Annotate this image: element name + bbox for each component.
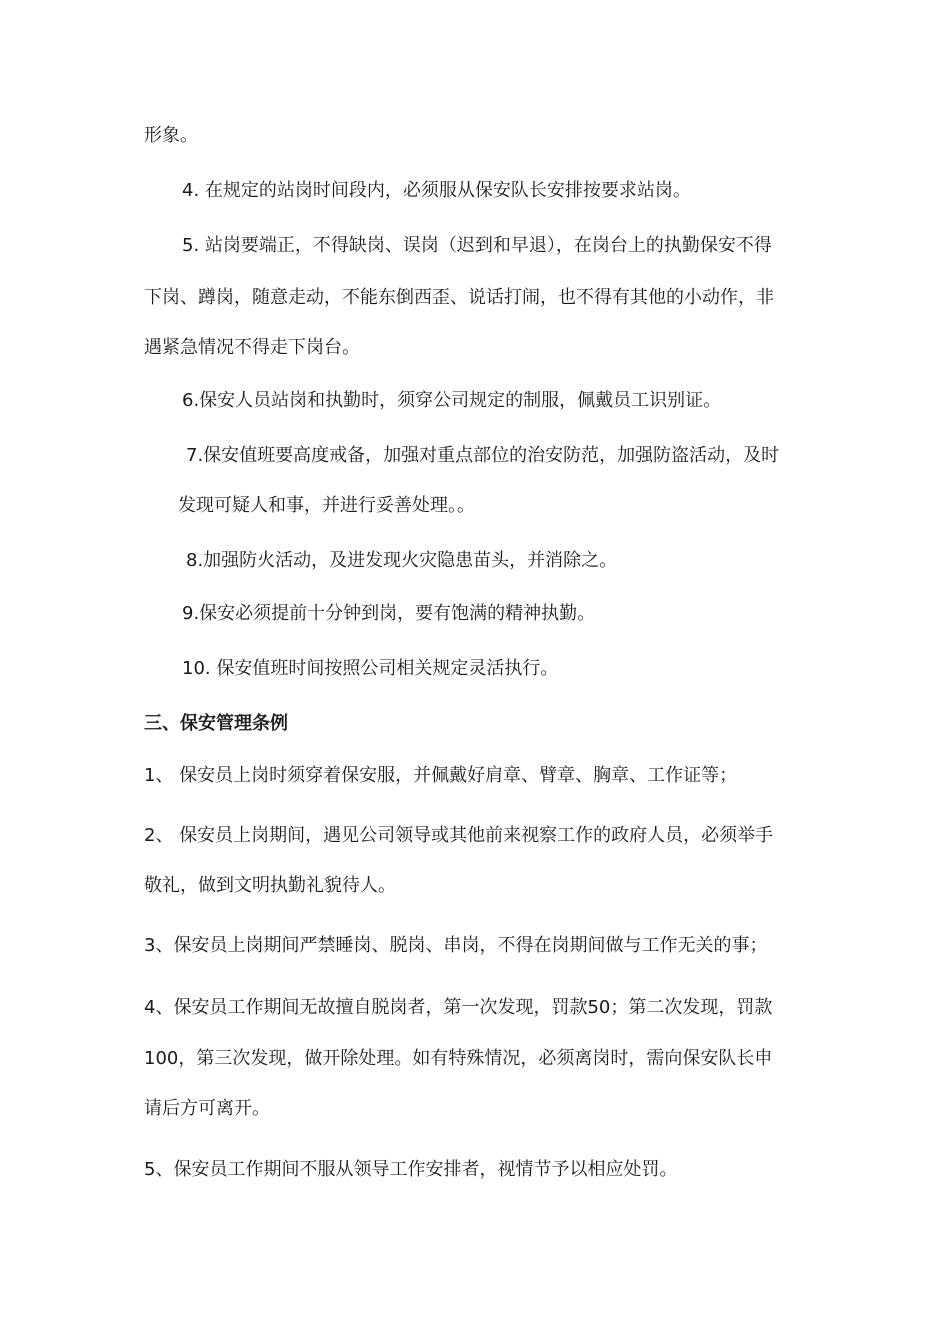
paragraph-line: 4. 在规定的站岗时间段内，必须服从保安队长安排按要求站岗。	[182, 180, 691, 201]
paragraph-line: 形象。	[144, 125, 198, 146]
paragraph-line: 10. 保安值班时间按照公司相关规定灵活执行。	[182, 658, 559, 679]
paragraph-line: 3、保安员上岗期间严禁睡岗、脱岗、串岗，不得在岗期间做与工作无关的事；	[144, 935, 768, 956]
paragraph-line: 6.保安人员站岗和执勤时，须穿公司规定的制服，佩戴员工识别证。	[182, 390, 722, 411]
paragraph-line: 100，第三次发现，做开除处理。如有特殊情况，必须离岗时，需向保安队长申	[144, 1048, 773, 1069]
section-heading: 三、保安管理条例	[144, 713, 288, 734]
paragraph-line: 9.保安必须提前十分钟到岗，要有饱满的精神执勤。	[182, 603, 596, 624]
paragraph-line: 请后方可离开。	[144, 1098, 270, 1119]
paragraph-line: 5. 站岗要端正，不得缺岗、误岗（迟到和早退），在岗台上的执勤保安不得	[182, 235, 772, 256]
paragraph-line: 5、保安员工作期间不服从领导工作安排者，视情节予以相应处罚。	[144, 1159, 678, 1180]
paragraph-line: 遇紧急情况不得走下岗台。	[144, 337, 360, 358]
paragraph-line: 发现可疑人和事，并进行妥善处理。。	[178, 495, 475, 516]
paragraph-line: 2、 保安员上岗期间，遇见公司领导或其他前来视察工作的政府人员，必须举手	[144, 825, 774, 846]
paragraph-line: 7.保安值班要高度戒备，加强对重点部位的治安防范，加强防盗活动，及时	[186, 445, 780, 466]
paragraph-line: 1、 保安员上岗时须穿着保安服，并佩戴好肩章、臂章、胸章、工作证等；	[144, 765, 738, 786]
paragraph-line: 4、保安员工作期间无故擅自脱岗者，第一次发现，罚款50；第二次发现，罚款	[144, 997, 773, 1018]
paragraph-line: 下岗、蹲岗，随意走动，不能东倒西歪、说话打闹，也不得有其他的小动作，非	[144, 287, 774, 308]
paragraph-line: 8.加强防火活动，及进发现火灾隐患苗头，并消除之。	[186, 550, 618, 571]
paragraph-line: 敬礼，做到文明执勤礼貌待人。	[144, 875, 396, 896]
